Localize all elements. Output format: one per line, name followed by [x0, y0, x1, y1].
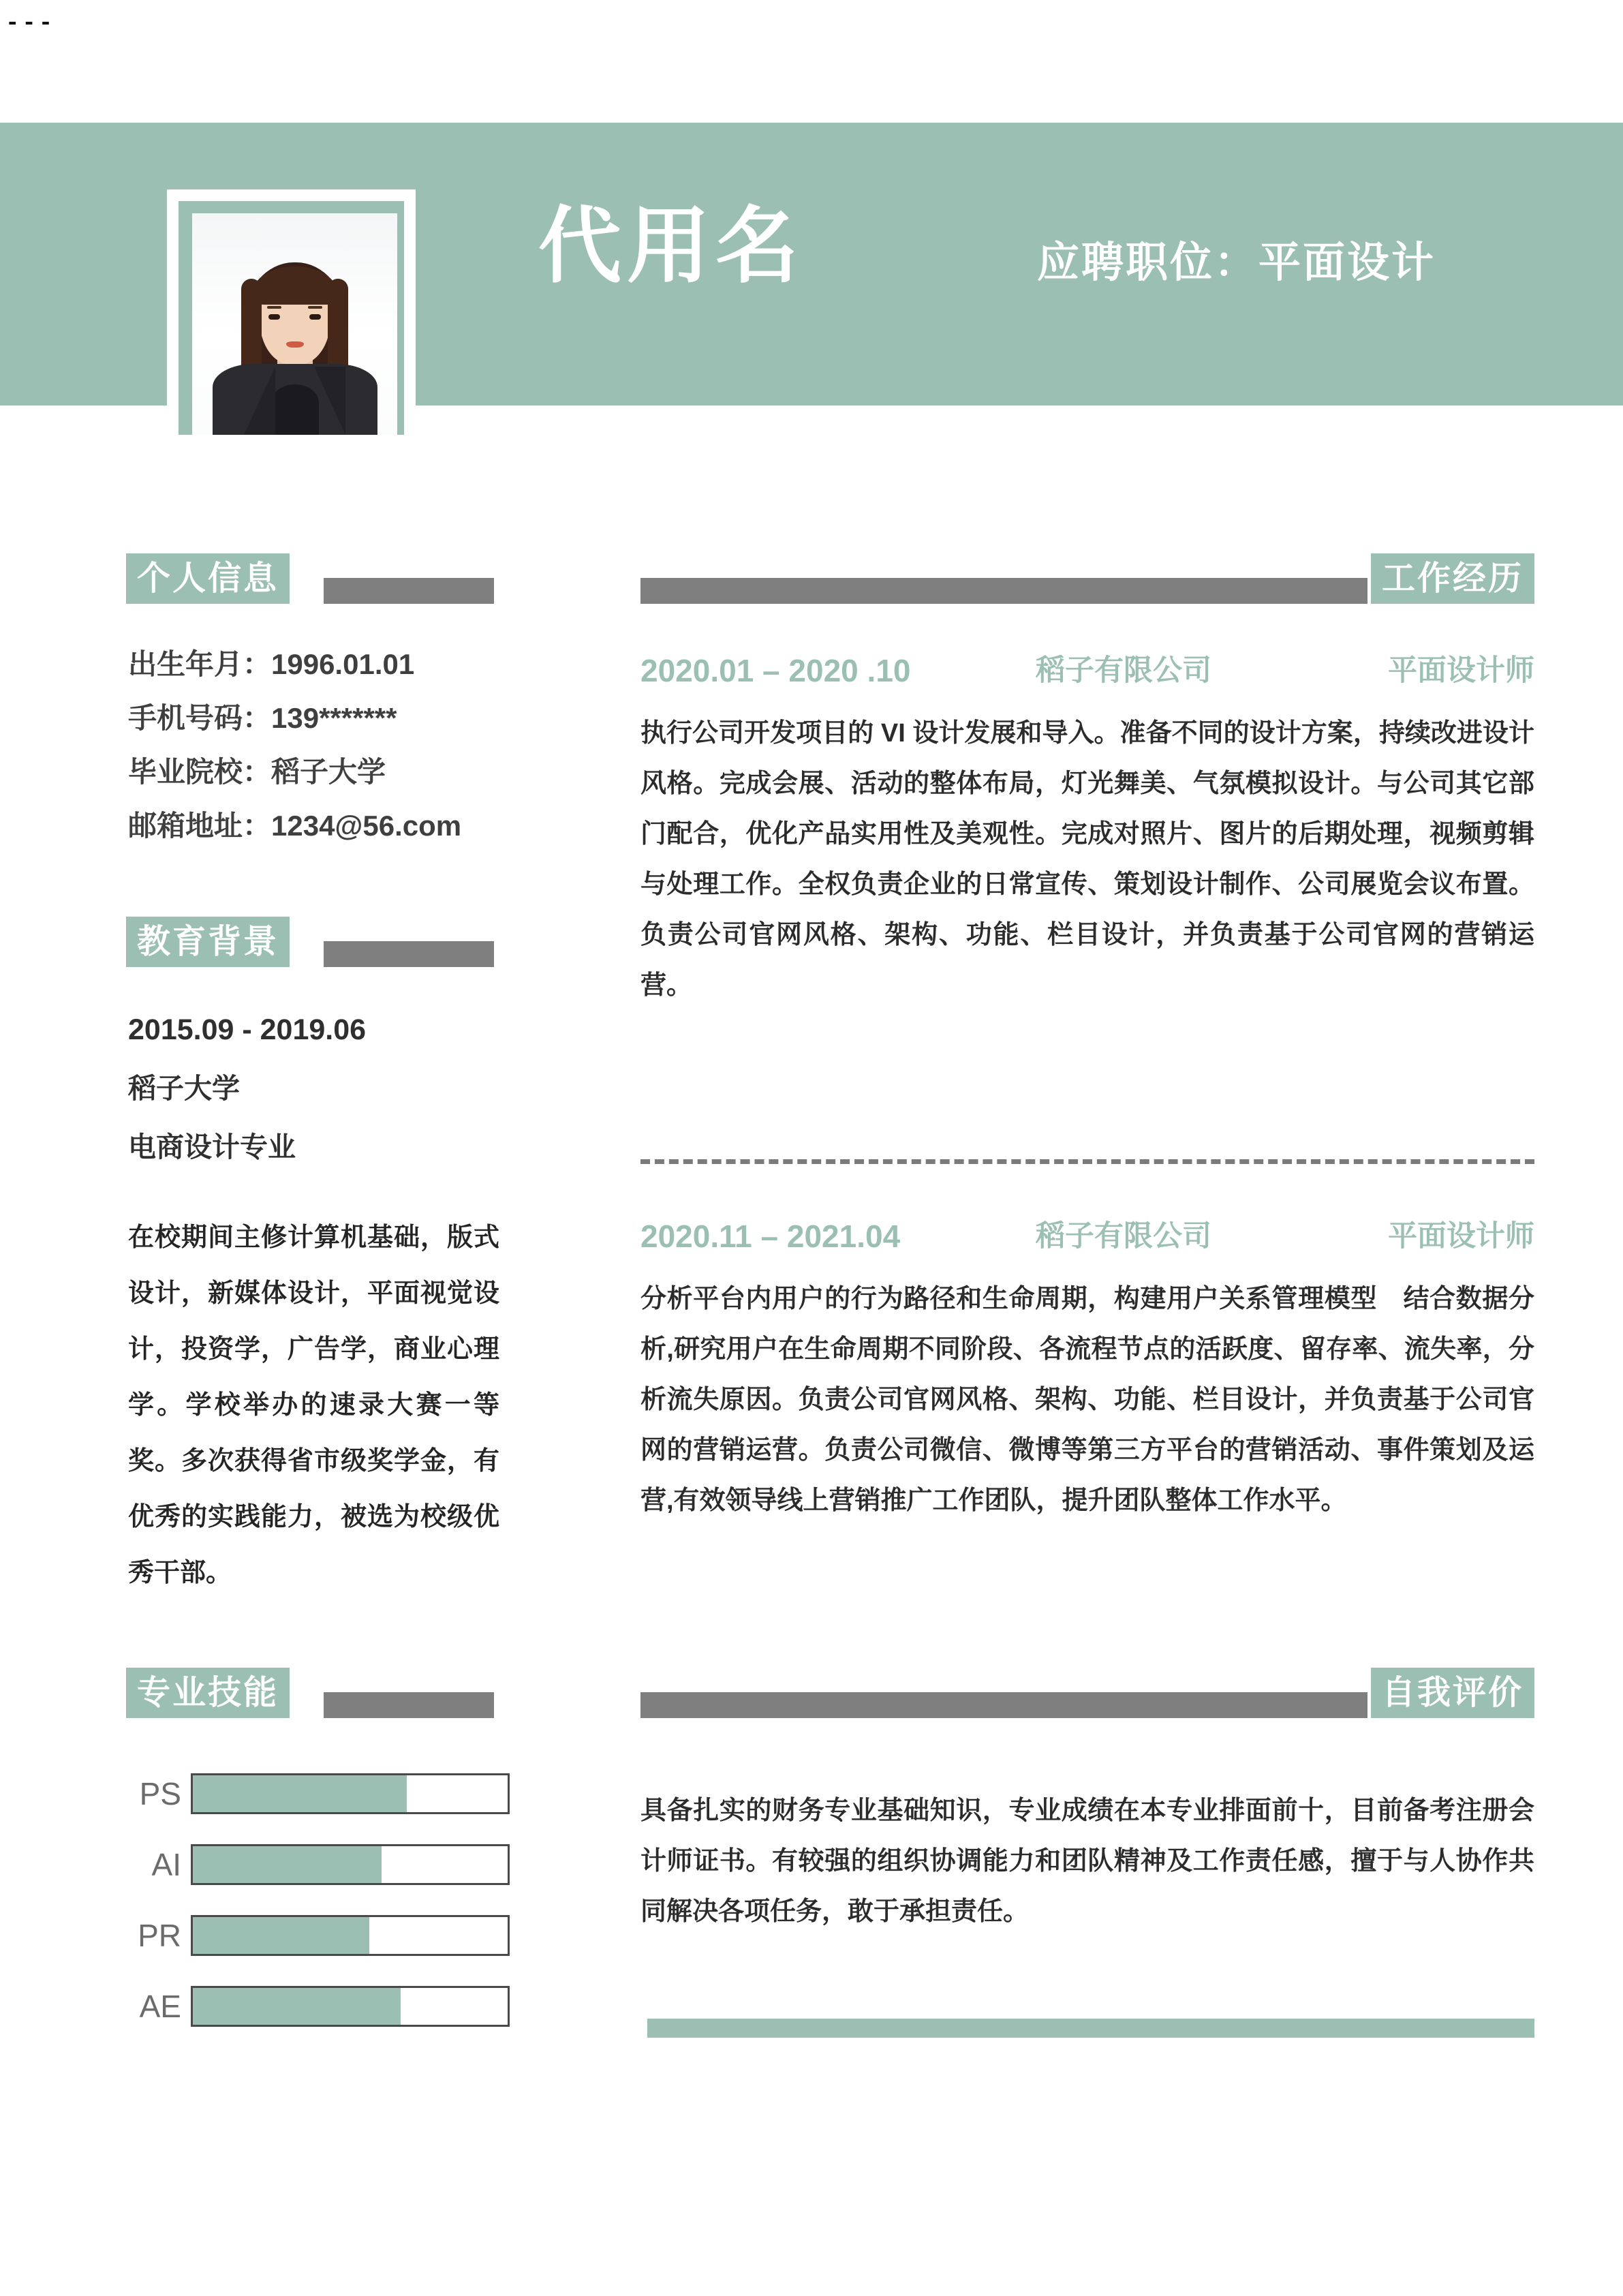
section-header-work-experience: [640, 553, 1534, 604]
portrait-eye-right: [309, 314, 321, 320]
list-item: 手机号码：139*******: [128, 702, 397, 734]
skill-progress-fill: [193, 1988, 401, 2025]
section-title-personal-info: 个人信息: [126, 553, 290, 604]
list-item: 毕业院校：稻子大学: [128, 756, 386, 788]
skill-row: [128, 1985, 510, 2028]
skill-progress-fill: [193, 1846, 382, 1883]
section-rule: [640, 1692, 1367, 1718]
personal-info-list: [128, 637, 510, 853]
job-company: 稻子有限公司: [1036, 654, 1211, 687]
portrait-lapel-left: [244, 367, 275, 435]
section-header-self-evaluation: [640, 1668, 1534, 1718]
job-meta: [640, 1216, 1534, 1256]
skill-progress-fill: [193, 1917, 369, 1954]
job-entry: [640, 651, 1534, 1011]
portrait-brow-right: [308, 306, 322, 309]
education-school: 稻子大学: [128, 1073, 240, 1104]
photo-inner-frame: [179, 201, 404, 435]
section-title-self-evaluation: 自我评价: [1371, 1668, 1534, 1718]
section-rule: [640, 578, 1367, 604]
section-rule: [324, 578, 494, 604]
self-evaluation-text: 具备扎实的财务专业基础知识，专业成绩在本专业排面前十，目前备考注册会计师证书。有较强的组织协调能力和团队精神及工作责任感，擅于与人协作共同解决各项任务，敢于承担责任。: [640, 1796, 1534, 1926]
skill-row: [128, 1772, 510, 1816]
target-position: 应聘职位：平面设计: [1037, 239, 1436, 286]
education-description: 在校期间主修计算机基础，版式设计，新媒体设计，平面视觉设计，投资学，广告学，商业心理学。学校举办的速录大赛一等奖。多次获得省市级奖学金，有优秀的实践能力，被选为校级优秀干部。: [128, 1223, 499, 1587]
skill-label: AI: [151, 1847, 181, 1882]
job-divider: [640, 1159, 1534, 1164]
skill-label: PS: [139, 1776, 181, 1811]
skill-progress-fill: [193, 1775, 407, 1812]
section-title-skills: 专业技能: [126, 1668, 290, 1718]
portrait-brow-left: [267, 306, 281, 309]
portrait-mouth: [286, 341, 304, 348]
bottom-accent-bar: [647, 2019, 1534, 2038]
skill-label: AE: [139, 1989, 181, 2024]
portrait-eye-left: [268, 314, 280, 320]
job-entry: [640, 1216, 1534, 1526]
section-header-skills: [126, 1668, 494, 1718]
section-header-education: [126, 917, 494, 967]
job-company: 稻子有限公司: [1036, 1220, 1211, 1253]
skill-progress-track: [191, 1986, 510, 2027]
portrait-suit: [213, 364, 377, 435]
section-title-work-experience: 工作经历: [1371, 553, 1534, 604]
applicant-name: 代用名: [538, 200, 804, 292]
skill-progress-track: [191, 1773, 510, 1814]
skill-row: [128, 1914, 510, 1957]
corner-dash-mark: ---: [5, 11, 56, 37]
skill-row: [128, 1843, 510, 1886]
job-date: 2020.01 – 2020 .10: [640, 653, 911, 688]
portrait-photo: [192, 213, 397, 435]
education-major: 电商设计专业: [128, 1131, 296, 1163]
portrait-shirt: [271, 384, 319, 435]
job-description: 分析平台内用户的行为路径和生命周期，构建用户关系管理模型 结合数据分析,研究用户在生命周期不同阶段、各流程节点的活跃度、留存率、流失率，分析流失原因。负责公司官网风格、架构、功能、栏目设计，并负责基于公司官网的营销运营。负责公司微信、微博等第三方平台的营销活动、事件策划及运营,有效领导线上营销推广工作团队，提升团队整体工作水平。: [640, 1285, 1534, 1515]
job-date: 2020.11 – 2021.04: [640, 1219, 901, 1254]
skill-label: PR: [138, 1918, 181, 1953]
portrait-lapel-right: [314, 367, 345, 435]
skill-progress-track: [191, 1915, 510, 1956]
job-description: 执行公司开发项目的 VI 设计发展和导入。准备不同的设计方案，持续改进设计风格。完成会展、活动的整体布局，灯光舞美、气氛模拟设计。与公司其它部门配合，优化产品实用性及美观性。完成对照片、图片的后期处理，视频剪辑与处理工作。全权负责企业的日常宣传、策划设计制作、公司展览会议布置。负责公司官网风格、架构、功能、栏目设计，并负责基于公司官网的营销运营。: [640, 719, 1534, 1000]
section-rule: [324, 941, 494, 967]
skill-progress-track: [191, 1844, 510, 1885]
job-role: 平面设计师: [1388, 654, 1534, 687]
education-entry: [128, 1000, 510, 1176]
job-role: 平面设计师: [1388, 1220, 1534, 1253]
skills-list: [128, 1772, 510, 2055]
list-item: 邮箱地址：1234@56.com: [128, 810, 462, 842]
section-title-education: 教育背景: [126, 917, 290, 967]
list-item: 出生年月：1996.01.01: [128, 648, 415, 680]
section-rule: [324, 1692, 494, 1718]
job-meta: [640, 651, 1534, 690]
education-date: 2015.09 - 2019.06: [128, 1013, 367, 1046]
section-header-personal-info: [126, 553, 494, 604]
